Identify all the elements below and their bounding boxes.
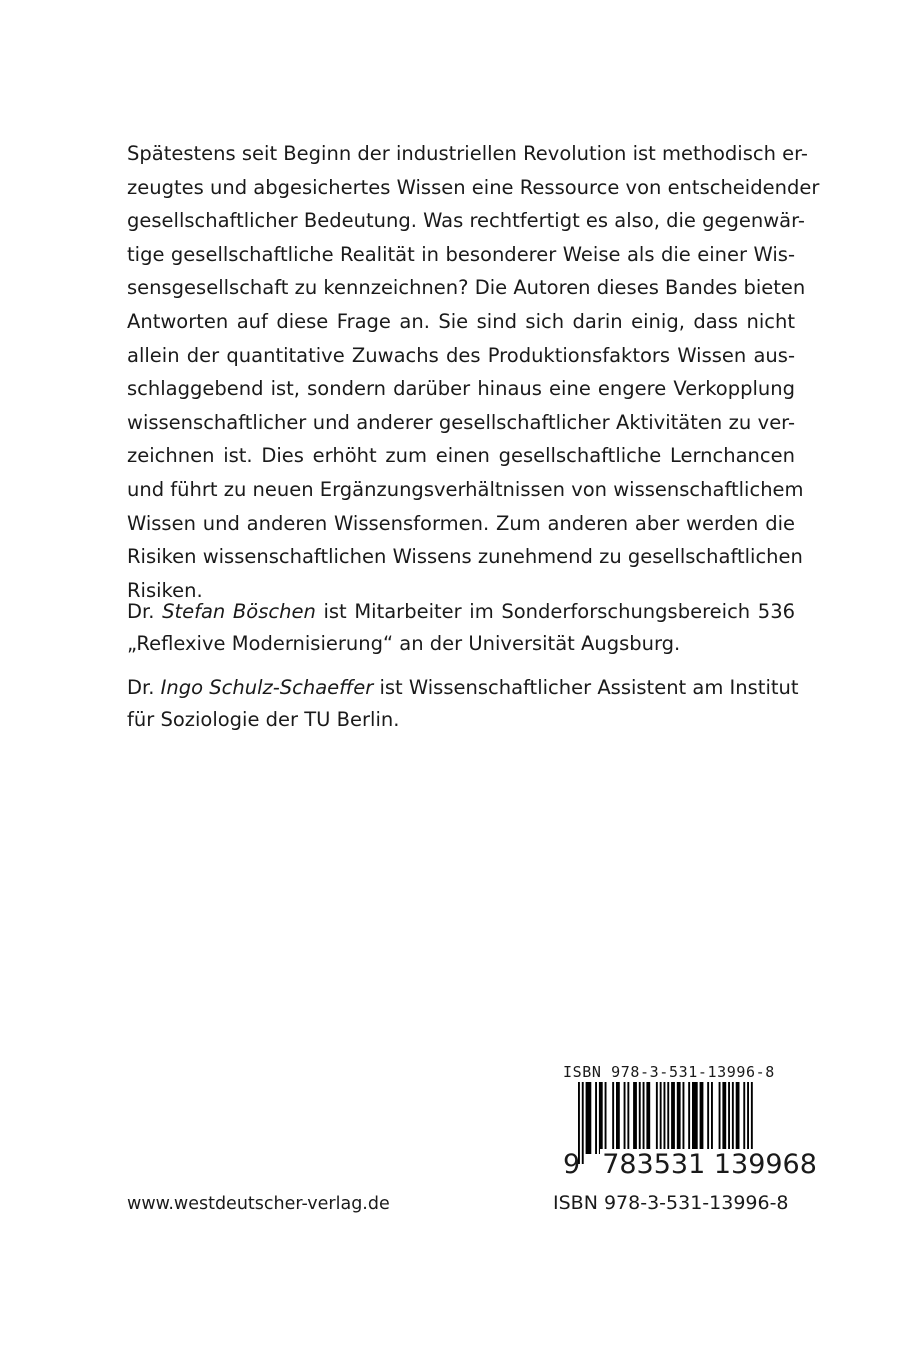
barcode-bar (747, 1082, 749, 1154)
barcode-bar (624, 1082, 626, 1154)
blurb-line: und führt zu neuen Ergänzungsverhältnissen von wissenschaftlichem (127, 477, 804, 501)
blurb-line: tige gesellschaftliche Realität in besonderer Weise als die einer Wis- (127, 242, 795, 266)
barcode-bar (639, 1082, 641, 1154)
isbn-text: ISBN 978-3-531-13996-8 (553, 1192, 789, 1214)
barcode-bar (643, 1082, 645, 1154)
blurb-line: zeugtes und abgesichertes Wissen eine Ressource von entscheidender (127, 175, 820, 199)
barcode-bar (677, 1082, 681, 1154)
barcode-bar (605, 1082, 607, 1154)
barcode-bar (660, 1082, 662, 1154)
barcode-bar (656, 1082, 658, 1154)
barcode-bar (683, 1082, 685, 1154)
barcode-bar (586, 1082, 592, 1154)
barcode-bar (711, 1082, 713, 1154)
barcode-bar (599, 1082, 603, 1154)
blurb-line: sensgesellschaft zu kennzeichnen? Die Autoren dieses Bandes bieten (127, 276, 806, 300)
barcode-bar (595, 1082, 597, 1154)
blurb-line: schlaggebend ist, sondern darüber hinaus eine engere Verkopplung (127, 377, 795, 401)
blurb-line: Wissen und anderen Wissensformen. Zum anderen aber werden die (127, 511, 795, 535)
author-title: Dr. (127, 600, 163, 623)
author-bio-text: für Soziologie der TU Berlin. (127, 708, 400, 731)
barcode-bar (627, 1082, 629, 1154)
blurb-line: Spätestens seit Beginn der industriellen Revolution ist methodisch er- (127, 142, 808, 165)
barcode-bar (671, 1082, 675, 1154)
author-title: Dr. (127, 676, 161, 699)
barcode-bar (743, 1082, 745, 1154)
barcode-bar (732, 1082, 734, 1154)
blurb-line: wissenschaftlicher und anderer gesellschaftlicher Aktivitäten zu ver- (127, 410, 795, 434)
barcode-bar (728, 1082, 730, 1154)
barcode-bar (722, 1082, 726, 1154)
barcode-main-digits: 783531 139968 (602, 1149, 817, 1180)
barcode-bar (692, 1082, 698, 1154)
barcode-bar (700, 1082, 704, 1154)
blurb-line: Antworten auf diese Frage an. Sie sind sich darin einig, dass nicht (127, 309, 795, 333)
barcode-bar (736, 1082, 740, 1154)
barcode-bar (616, 1082, 620, 1154)
author-bio-schulz-schaeffer (127, 672, 799, 736)
blurb-paragraph (127, 137, 820, 607)
author-name: Ingo Schulz-Schaeffer (160, 676, 374, 699)
author-bio-text: „Reflexive Modernisierung“ an der Universität Augsburg. (127, 632, 681, 655)
author-bio-text: ist Mitarbeiter im Sonderforschungsbereich 536 (315, 600, 796, 623)
author-bio-text: ist Wissenschaftlicher Assistent am Institut (373, 676, 799, 699)
blurb-line: zeichnen ist. Dies erhöht zum einen gesellschaftliche Lernchancen (127, 444, 795, 468)
barcode-isbn-label: ISBN 978-3-531-13996-8 (563, 1063, 775, 1081)
barcode-bar (633, 1082, 637, 1154)
barcode-first-digit: 9 (563, 1149, 581, 1180)
barcode-digits (563, 1150, 819, 1180)
blurb-line: Risiken wissenschaftlichen Wissens zunehmend zu gesellschaftlichen (127, 545, 803, 569)
barcode-bar (719, 1082, 721, 1154)
blurb-line: Risiken. (127, 578, 203, 602)
barcode-bar (688, 1082, 690, 1154)
blurb-line: allein der quantitative Zuwachs des Produktionsfaktors Wissen aus- (127, 343, 795, 367)
barcode-bar (612, 1082, 614, 1154)
author-bio-boeschen (127, 596, 795, 660)
author-name: Stefan Böschen (162, 600, 316, 623)
publisher-url: www.westdeutscher-verlag.de (127, 1194, 390, 1214)
blurb-line: gesellschaftlicher Bedeutung. Was rechtfertigt es also, die gegenwär- (127, 209, 805, 233)
barcode-bar (646, 1082, 650, 1154)
barcode-bar (707, 1082, 709, 1154)
